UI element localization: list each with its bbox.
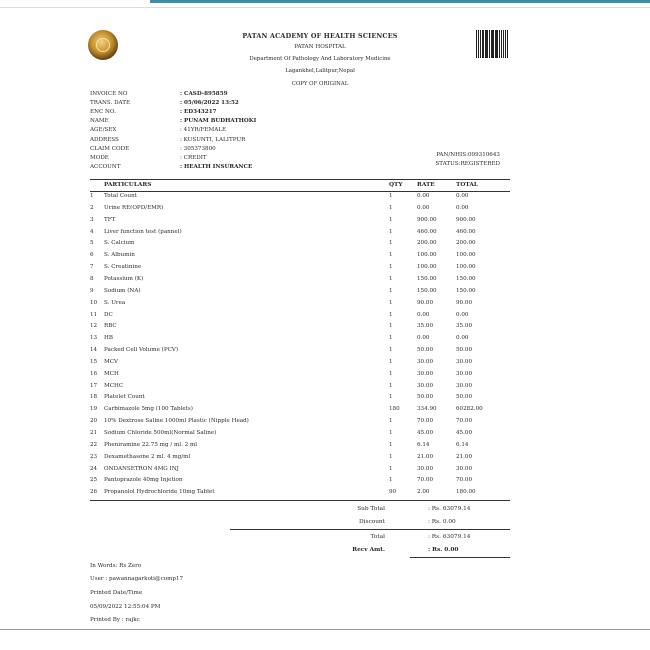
row-particular: Sodium Chloride 500ml(Normal Saline) — [104, 430, 217, 436]
table-row — [90, 394, 510, 404]
row-number: 3 — [90, 216, 94, 223]
row-qty: 1 — [389, 264, 393, 271]
table-row — [90, 477, 510, 487]
info-value: : 305373800 — [180, 145, 216, 152]
info-key: INVOICE NO — [90, 91, 128, 97]
hospital-logo-icon — [88, 30, 118, 60]
row-particular: HB — [104, 335, 113, 342]
row-rate: 50.00 — [417, 394, 434, 401]
table-row — [90, 466, 510, 476]
summary-label: Discount — [358, 519, 385, 525]
row-particular: Carbimazole 5mg (100 Tablets) — [104, 406, 193, 413]
row-qty: 1 — [389, 216, 393, 223]
row-number: 21 — [90, 430, 98, 436]
info-key: ACCOUNT — [90, 163, 121, 170]
row-qty: 1 — [389, 240, 393, 247]
row-particular: S. Urea — [104, 299, 126, 306]
table-row — [90, 335, 510, 345]
row-total: 21.00 — [456, 453, 473, 460]
table-row — [90, 359, 510, 369]
row-qty: 1 — [389, 358, 393, 365]
row-particular: Total Count — [104, 193, 137, 199]
row-qty: 1 — [389, 204, 393, 211]
row-particular: Sodium (NA) — [104, 287, 141, 294]
row-qty: 1 — [389, 228, 393, 235]
row-particular: S. Calcium — [104, 240, 135, 247]
row-rate: 35.00 — [417, 323, 434, 330]
row-rate: 30.00 — [417, 358, 434, 365]
row-qty: 1 — [389, 311, 393, 318]
info-key: AGE/SEX — [90, 127, 117, 134]
table-row — [90, 371, 510, 381]
row-total: 50.00 — [456, 394, 473, 401]
info-key: MODE — [90, 154, 109, 161]
row-rate: 200.00 — [417, 240, 437, 247]
table-row — [90, 312, 510, 322]
info-value: : KUSUNTI, LALITPUR — [180, 136, 246, 143]
row-total: 460.00 — [456, 228, 476, 235]
info-key: CLAIM CODE — [90, 145, 130, 152]
row-total: 30.00 — [456, 370, 473, 377]
row-number: 26 — [90, 489, 98, 496]
info-value: : 41YR/FEMALE — [180, 127, 227, 134]
table-row — [90, 442, 510, 452]
row-particular: Liver function test (pannel) — [104, 228, 182, 235]
row-particular: Pantoprazole 40mg Injetion — [104, 477, 183, 484]
row-qty: 1 — [389, 252, 393, 259]
row-qty: 1 — [389, 453, 393, 460]
summary-rule — [230, 529, 510, 530]
row-number: 15 — [90, 358, 98, 365]
row-total: 30.00 — [456, 382, 473, 389]
row-total: 60282.00 — [456, 406, 483, 413]
row-number: 7 — [90, 264, 94, 271]
barcode-icon — [476, 30, 508, 58]
row-particular: Propanolol Hydrochloride 10mg Tablet — [104, 489, 215, 496]
row-number: 9 — [90, 287, 94, 294]
row-total: 100.00 — [456, 264, 476, 271]
table-row — [90, 347, 510, 357]
row-total: 35.00 — [456, 323, 473, 330]
row-particular: MCH — [104, 370, 119, 377]
summary-value: : Rs. 63079.14 — [428, 534, 471, 540]
registration-status: STATUS:REGISTERED — [435, 161, 500, 167]
received-rule — [410, 557, 510, 558]
hospital-address: Lagankhel,Lalitpur,Nepal — [285, 68, 355, 74]
row-qty: 1 — [389, 323, 393, 330]
row-rate: 0.00 — [417, 193, 430, 199]
row-number: 20 — [90, 418, 98, 425]
row-particular: Potassium (K) — [104, 275, 144, 282]
row-qty: 1 — [389, 465, 393, 472]
table-row — [90, 193, 510, 203]
row-rate: 30.00 — [417, 370, 434, 377]
copy-label: COPY OF ORIGINAL — [291, 81, 349, 87]
row-qty: 1 — [389, 193, 393, 199]
row-number: 13 — [90, 335, 98, 342]
row-total: 30.00 — [456, 465, 473, 472]
row-total: 0.00 — [456, 204, 469, 211]
table-row — [90, 276, 510, 286]
row-number: 25 — [90, 477, 98, 484]
table-row — [90, 454, 510, 464]
table-header — [90, 179, 510, 192]
row-particular: Packed Cell Volume (PCV) — [104, 347, 179, 354]
printed-datetime: 05/09/2022 12:55:04 PM — [90, 604, 161, 610]
table-row — [90, 252, 510, 262]
row-rate: 900.00 — [417, 216, 437, 223]
row-number: 18 — [90, 394, 98, 401]
row-particular: Platelet Count — [104, 394, 145, 401]
row-total: 70.00 — [456, 418, 473, 425]
row-particular: Pheniramine 22.75 mg / ml. 2 ml — [104, 441, 198, 448]
info-value: : CREDIT — [180, 154, 207, 161]
row-particular: TFT — [104, 216, 116, 223]
row-number: 24 — [90, 465, 98, 472]
row-number: 23 — [90, 453, 98, 460]
table-row — [90, 229, 510, 239]
row-number: 19 — [90, 406, 98, 413]
table-row — [90, 217, 510, 227]
info-key: ADDRESS — [90, 136, 119, 143]
row-qty: 1 — [389, 430, 393, 436]
info-value: : CASD-895859 — [180, 91, 228, 97]
summary-value: : Rs. 0.00 — [428, 547, 459, 553]
row-rate: 70.00 — [417, 477, 434, 484]
table-row — [90, 418, 510, 428]
row-number: 5 — [90, 240, 94, 247]
table-row — [90, 300, 510, 310]
table-row — [90, 240, 510, 250]
row-number: 16 — [90, 370, 98, 377]
row-rate: 150.00 — [417, 287, 437, 294]
user-name: User : pawannagarkoti@comp17 — [90, 576, 184, 582]
row-particular: S. Albumin — [104, 252, 135, 259]
row-number: 2 — [90, 204, 94, 211]
row-particular: S. Creatinine — [104, 264, 142, 271]
info-key: ENC NO. — [90, 109, 116, 116]
row-total: 70.00 — [456, 477, 473, 484]
row-total: 45.00 — [456, 430, 473, 436]
row-rate: 90.00 — [417, 299, 434, 306]
row-particular: Dexamethasone 2 ml. 4 mg/ml — [104, 453, 191, 460]
row-rate: 30.00 — [417, 465, 434, 472]
row-rate: 0.00 — [417, 204, 430, 211]
row-rate: 0.00 — [417, 335, 430, 342]
header-qty: QTY — [389, 182, 403, 188]
printed-label: Printed Date/Time — [90, 590, 143, 596]
row-qty: 1 — [389, 299, 393, 306]
row-total: 50.00 — [456, 347, 473, 354]
row-rate: 2.00 — [417, 489, 430, 496]
row-total: 30.00 — [456, 358, 473, 365]
row-qty: 1 — [389, 370, 393, 377]
row-qty: 1 — [389, 441, 393, 448]
row-qty: 90 — [389, 489, 397, 496]
row-total: 0.00 — [456, 311, 469, 318]
row-particular: 10% Dextrose Saline 1000ml Plastic (Nipple Head) — [104, 418, 249, 425]
table-bottom-rule — [90, 500, 510, 501]
table-row — [90, 406, 510, 416]
row-total: 180.00 — [456, 489, 476, 496]
info-key: NAME — [90, 118, 109, 125]
pan-number: PAN/NHIS:099310643 — [436, 152, 500, 158]
printed-by: Printed By : rajkc — [90, 617, 140, 623]
row-number: 17 — [90, 382, 98, 389]
row-rate: 0.00 — [417, 311, 430, 318]
summary-label: Total — [370, 534, 385, 540]
row-rate: 45.00 — [417, 430, 434, 436]
row-total: 0.00 — [456, 193, 469, 199]
row-qty: 180 — [389, 406, 400, 413]
row-qty: 1 — [389, 382, 393, 389]
header-rate: RATE — [417, 182, 435, 188]
table-row — [90, 430, 510, 440]
table-row — [90, 323, 510, 333]
row-total: 200.00 — [456, 240, 476, 247]
row-particular: MCV — [104, 358, 119, 365]
summary-row — [300, 506, 510, 518]
info-value: : PUNAM BUDHATHOKI — [180, 118, 257, 125]
row-rate: 50.00 — [417, 347, 434, 354]
row-number: 6 — [90, 252, 94, 259]
table-row — [90, 264, 510, 274]
summary-row — [300, 534, 510, 546]
row-total: 100.00 — [456, 252, 476, 259]
row-number: 22 — [90, 441, 98, 448]
row-particular: Urine RE(OPD/EMR) — [104, 204, 164, 211]
info-key: TRANS. DATE — [90, 100, 131, 107]
department-name: Department Of Pathology And Laboratory Medicine — [249, 56, 391, 62]
row-particular: DC — [104, 311, 113, 318]
header-particulars: PARTICULARS — [104, 182, 152, 188]
row-rate: 21.00 — [417, 453, 434, 460]
row-number: 12 — [90, 323, 98, 330]
row-total: 150.00 — [456, 287, 476, 294]
row-total: 900.00 — [456, 216, 476, 223]
row-number: 10 — [90, 299, 98, 306]
institution-name: PATAN ACADEMY OF HEALTH SCIENCES — [242, 32, 398, 40]
row-qty: 1 — [389, 418, 393, 425]
row-number: 1 — [90, 193, 94, 199]
table-row — [90, 489, 510, 499]
summary-label: Recv Amt. — [352, 547, 385, 553]
row-rate: 100.00 — [417, 252, 437, 259]
top-accent-line — [150, 0, 650, 3]
table-row — [90, 383, 510, 393]
row-total: 90.00 — [456, 299, 473, 306]
hospital-name: PATAN HOSPITAL — [294, 44, 346, 50]
info-value: : ED343217 — [180, 109, 217, 116]
row-number: 11 — [90, 311, 98, 318]
row-rate: 100.00 — [417, 264, 437, 271]
row-particular: RBC — [104, 323, 117, 330]
row-number: 8 — [90, 275, 94, 282]
row-total: 150.00 — [456, 275, 476, 282]
row-qty: 1 — [389, 477, 393, 484]
row-rate: 70.00 — [417, 418, 434, 425]
row-particular: MCHC — [104, 382, 124, 389]
row-qty: 1 — [389, 335, 393, 342]
summary-label: Sub Total — [357, 506, 385, 512]
info-value: : HEALTH INSURANCE — [180, 163, 253, 170]
row-qty: 1 — [389, 394, 393, 401]
summary-value: : Rs. 63079.14 — [428, 506, 471, 512]
row-qty: 1 — [389, 275, 393, 282]
table-row — [90, 205, 510, 215]
row-total: 0.00 — [456, 335, 469, 342]
table-row — [90, 288, 510, 298]
row-rate: 30.00 — [417, 382, 434, 389]
row-number: 4 — [90, 228, 94, 235]
row-number: 14 — [90, 347, 98, 354]
header-total: TOTAL — [456, 182, 478, 188]
row-total: 6.14 — [456, 441, 469, 448]
summary-value: : Rs. 0.00 — [428, 519, 456, 525]
row-rate: 150.00 — [417, 275, 437, 282]
row-particular: ONDANSETRON 4MG INJ — [104, 465, 179, 472]
row-rate: 334.90 — [417, 406, 437, 413]
row-qty: 1 — [389, 347, 393, 354]
row-qty: 1 — [389, 287, 393, 294]
info-value: : 05/06/2022 13:52 — [180, 100, 239, 107]
row-rate: 460.00 — [417, 228, 437, 235]
row-rate: 6.14 — [417, 441, 430, 448]
amount-in-words: In Words: Rs Zero — [90, 563, 142, 569]
